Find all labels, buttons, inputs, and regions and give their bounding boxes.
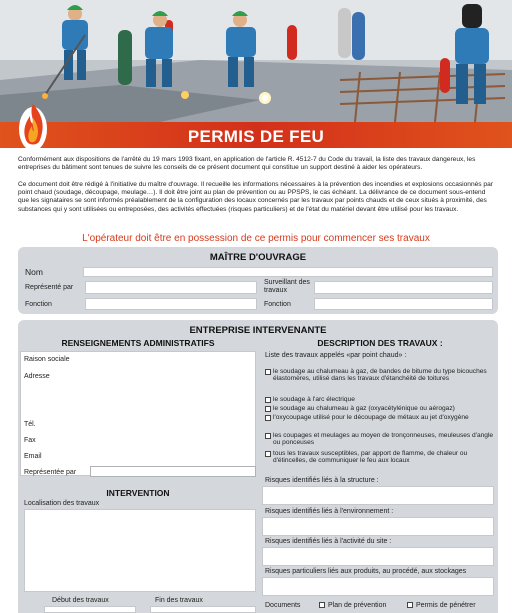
representee-par-label: Représentée par bbox=[24, 469, 77, 476]
fonction-right-label: Fonction bbox=[264, 301, 291, 308]
header-illustration bbox=[0, 0, 512, 122]
risques-structure-label: Risques identifiés liés à la structure : bbox=[265, 477, 379, 484]
description-title: DESCRIPTION DES TRAVAUX : bbox=[317, 338, 443, 348]
nom-label: Nom bbox=[25, 267, 43, 277]
travaux-checkbox-3[interactable] bbox=[265, 406, 271, 412]
travaux-item-1: le soudage au chalumeau à gaz, de bandes de bitume du type bicouches élastomères, utilisé dans les travaux d'étanchéité de toitures bbox=[273, 368, 487, 383]
admin-title: RENSEIGNEMENTS ADMINISTRATIFS bbox=[61, 338, 215, 348]
page-title: PERMIS DE FEU bbox=[187, 127, 325, 146]
represente-par-label: Représenté par bbox=[25, 284, 74, 291]
travaux-item-4: l'oxycoupage utilisé pour le découpage de métaux au jet d'oxygène bbox=[273, 414, 469, 421]
entreprise-title: ENTREPRISE INTERVENANTE bbox=[189, 325, 327, 336]
email-label: Email bbox=[24, 453, 42, 460]
permis-penetrer-checkbox[interactable] bbox=[407, 602, 413, 608]
fonction-right-field[interactable] bbox=[314, 298, 493, 310]
travaux-checkbox-5[interactable] bbox=[265, 433, 271, 439]
maitre-ouvrage-panel bbox=[18, 247, 498, 314]
travaux-item-6: tous les travaux susceptibles, par apport de flamme, de chaleur ou d'étincelles, de communiquer le feu aux locaux bbox=[273, 450, 468, 465]
risques-produits-label: Risques particuliers liés aux produits, au procédé, aux stockages bbox=[265, 568, 467, 575]
travaux-checkbox-4[interactable] bbox=[265, 415, 271, 421]
travaux-item-5: les coupages et meulages au moyen de tronçonneuses, meuleuses d'angle ou ponceuses bbox=[273, 432, 494, 447]
risques-activite-label: Risques identifiés liés à l'activité du site : bbox=[265, 538, 392, 545]
welders-illustration bbox=[0, 0, 512, 122]
operator-notice: L'opérateur doit être en possession de ce permis pour commencer ses travaux bbox=[82, 233, 430, 244]
nom-field[interactable] bbox=[83, 267, 493, 277]
permis-penetrer-label: Permis de pénétrer bbox=[416, 602, 476, 609]
travaux-item-2: le soudage à l'arc électrique bbox=[273, 396, 355, 403]
debut-label: Début des travaux bbox=[52, 597, 109, 604]
fin-label: Fin des travaux bbox=[155, 597, 203, 604]
maitre-ouvrage-title: MAÎTRE D'OUVRAGE bbox=[209, 252, 307, 263]
intro-paragraph-2: Ce document doit être rédigé à l'initiative du maître d'ouvrage. Il recueille les informations nécessaires à la prévention des incendies et explosions occasionnés par point chaud (soudage, découpage, meulage…). Il doit être joint au plan de prévention ou au PPSPS, le cas échéant. La délivrance de ce document sous-entend que les signataires se sont informés préalablement de la configuration des locaux concernés par les travaux par points chauds et de ceux situés à proximité, des substances qui y sont utilisées ou entreposées, des activités effectuées (risques particuliers) et de l'état du matériel devant être utilisé pour les travaux. bbox=[18, 181, 493, 213]
fin-field[interactable] bbox=[150, 606, 256, 613]
raison-sociale-label: Raison sociale bbox=[24, 356, 70, 363]
intro-paragraph-1: Conformément aux dispositions de l'arrêté du 19 mars 1993 fixant, en application de l'article R. 4512-7 du Code du travail, la liste des travaux dangereux, les entreprises du bâtiment sont tenues de suivre les conseils de ce présent document qui constitue un support destiné à aider les opérateurs. bbox=[18, 156, 476, 172]
travaux-item-3: le soudage au chalumeau à gaz (oxyacétylénique ou aérogaz) bbox=[273, 405, 455, 412]
entreprise-intervenante-panel bbox=[18, 320, 498, 613]
represente-par-field[interactable] bbox=[85, 281, 257, 294]
tel-label: Tél. bbox=[24, 421, 36, 428]
admin-block bbox=[20, 351, 256, 476]
debut-field[interactable] bbox=[44, 606, 136, 613]
risques-environnement-field[interactable] bbox=[262, 517, 494, 536]
travaux-checkbox-1[interactable] bbox=[265, 369, 271, 375]
representee-par-field[interactable] bbox=[90, 466, 256, 477]
surveillant-label: Surveillant des travaux bbox=[264, 279, 310, 294]
risques-structure-field[interactable] bbox=[262, 486, 494, 505]
risques-produits-field[interactable] bbox=[262, 577, 494, 596]
documents-label: Documents bbox=[265, 602, 301, 609]
travaux-checkbox-6[interactable] bbox=[265, 451, 271, 457]
plan-prevention-label: Plan de prévention bbox=[328, 602, 387, 609]
fonction-left-field[interactable] bbox=[85, 298, 257, 310]
risques-activite-field[interactable] bbox=[262, 547, 494, 566]
surveillant-field[interactable] bbox=[314, 281, 493, 294]
fonction-left-label: Fonction bbox=[25, 301, 52, 308]
adresse-label: Adresse bbox=[24, 373, 50, 380]
fax-label: Fax bbox=[24, 437, 36, 444]
risques-environnement-label: Risques identifiés liés à l'environnement : bbox=[265, 508, 394, 515]
localisation-label: Localisation des travaux bbox=[24, 500, 100, 507]
travaux-checkbox-2[interactable] bbox=[265, 397, 271, 403]
localisation-field[interactable] bbox=[24, 509, 256, 592]
plan-prevention-checkbox[interactable] bbox=[319, 602, 325, 608]
intervention-title: INTERVENTION bbox=[106, 488, 170, 498]
liste-travaux-title: Liste des travaux appelés «par point chaud» : bbox=[265, 352, 407, 359]
